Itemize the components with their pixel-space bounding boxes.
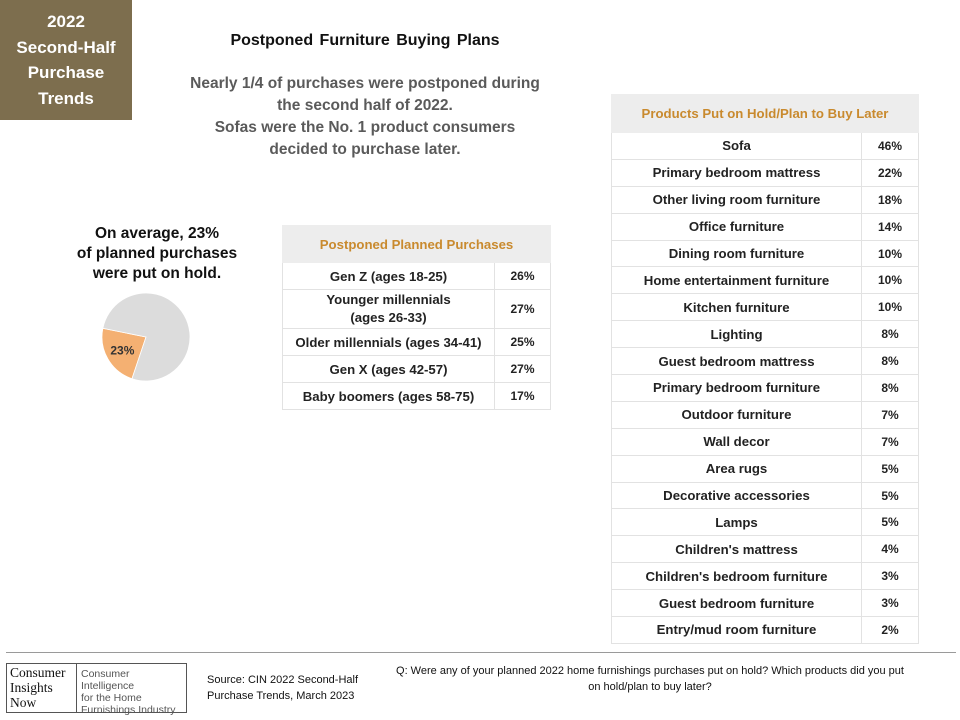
subtitle-line: Nearly 1/4 of purchases were postponed during <box>190 75 540 92</box>
subtitle <box>160 73 570 161</box>
table-row <box>612 375 919 402</box>
row-value: 25% <box>495 329 551 356</box>
row-label: Children's mattress <box>612 536 862 563</box>
table-row <box>612 482 919 509</box>
postponed-purchases-table <box>282 225 551 410</box>
row-value: 46% <box>862 133 919 160</box>
table-row <box>283 356 551 383</box>
row-label: Primary bedroom mattress <box>612 159 862 186</box>
row-value: 5% <box>862 509 919 536</box>
table-row <box>283 263 551 290</box>
table-row <box>612 186 919 213</box>
row-label: Dining room furniture <box>612 240 862 267</box>
row-value: 18% <box>862 186 919 213</box>
row-value: 2% <box>862 617 919 644</box>
row-value: 8% <box>862 375 919 402</box>
table-title: Products Put on Hold/Plan to Buy Later <box>612 95 919 133</box>
row-label: Gen X (ages 42-57) <box>283 356 495 383</box>
row-label: Older millennials (ages 34-41) <box>283 329 495 356</box>
row-label: Decorative accessories <box>612 482 862 509</box>
table-title: Postponed Planned Purchases <box>283 226 551 263</box>
page-title: Postponed Furniture Buying Plans <box>230 32 500 49</box>
row-value: 3% <box>862 563 919 590</box>
footer-divider <box>6 652 956 653</box>
row-value: 8% <box>862 348 919 375</box>
row-value: 7% <box>862 401 919 428</box>
row-label: Sofa <box>612 133 862 160</box>
row-label-line: Younger millennials <box>326 292 451 307</box>
table-row <box>612 348 919 375</box>
products-on-hold-table <box>611 94 919 644</box>
row-label: Outdoor furniture <box>612 401 862 428</box>
logo-word: Insights <box>10 680 53 695</box>
row-label: Kitchen furniture <box>612 294 862 321</box>
average-note-line: of planned purchases <box>76 245 238 262</box>
badge-line: Second-Half <box>16 37 116 57</box>
row-label: Wall decor <box>612 428 862 455</box>
table-row <box>612 294 919 321</box>
table-row <box>612 321 919 348</box>
row-value: 17% <box>495 383 551 410</box>
logo-word: Consumer <box>10 665 66 680</box>
table-row <box>612 159 919 186</box>
table-row <box>612 455 919 482</box>
logo-tagline-line: for the Home <box>81 692 142 704</box>
row-label: Office furniture <box>612 213 862 240</box>
row-label: Entry/mud room furniture <box>612 617 862 644</box>
table-header-row <box>612 95 919 133</box>
corner-badge <box>0 0 132 120</box>
row-label: Home entertainment furniture <box>612 267 862 294</box>
table-row <box>612 563 919 590</box>
table-row <box>283 329 551 356</box>
table-row <box>612 240 919 267</box>
row-value: 7% <box>862 428 919 455</box>
table-row <box>612 617 919 644</box>
table-row <box>612 509 919 536</box>
source-line: Purchase Trends, March 2023 <box>207 690 355 702</box>
source-note <box>207 672 387 704</box>
row-value: 27% <box>495 356 551 383</box>
table-row <box>283 290 551 329</box>
row-label: Guest bedroom mattress <box>612 348 862 375</box>
table-row <box>612 213 919 240</box>
row-label: Gen Z (ages 18-25) <box>283 263 495 290</box>
table-row <box>612 401 919 428</box>
subtitle-line: decided to purchase later. <box>269 141 461 158</box>
badge-line: 2022 <box>47 12 85 31</box>
row-value: 10% <box>862 240 919 267</box>
row-value: 10% <box>862 294 919 321</box>
logo-word: Now <box>10 695 37 710</box>
average-note-line: On average, 23% <box>94 225 220 242</box>
table-row <box>612 428 919 455</box>
row-value: 5% <box>862 482 919 509</box>
table-row <box>612 267 919 294</box>
row-label: Children's bedroom furniture <box>612 563 862 590</box>
hold-pie-chart <box>96 287 196 387</box>
row-value: 14% <box>862 213 919 240</box>
subtitle-line: the second half of 2022. <box>277 97 453 114</box>
table-row <box>612 133 919 160</box>
table-header-row <box>283 226 551 263</box>
badge-line: Purchase <box>27 63 105 82</box>
row-value: 8% <box>862 321 919 348</box>
row-value: 4% <box>862 536 919 563</box>
row-label: Lamps <box>612 509 862 536</box>
table-row <box>612 536 919 563</box>
table-row <box>612 590 919 617</box>
survey-question: Q: Were any of your planned 2022 home furnishings purchases put on hold? Which products did you put on hold/plan to buy later? <box>396 665 904 693</box>
row-label: Other living room furniture <box>612 186 862 213</box>
badge-line: Trends <box>38 88 94 108</box>
row-label <box>283 290 495 329</box>
row-value: 5% <box>862 455 919 482</box>
row-label: Lighting <box>612 321 862 348</box>
logo-wordmark <box>7 664 77 712</box>
row-label-line: (ages 26-33) <box>350 310 427 325</box>
subtitle-line: Sofas were the No. 1 product consumers <box>214 119 516 136</box>
pie-slice-label: 23% <box>110 343 135 358</box>
company-logo <box>6 663 187 716</box>
row-value: 10% <box>862 267 919 294</box>
logo-tagline-line: Consumer Intelligence <box>81 668 135 692</box>
average-note <box>62 224 252 284</box>
logo-tagline-line: Furnishings Industry <box>81 704 176 716</box>
row-value: 3% <box>862 590 919 617</box>
row-label: Area rugs <box>612 455 862 482</box>
row-value: 27% <box>495 290 551 329</box>
row-value: 22% <box>862 159 919 186</box>
table-row <box>283 383 551 410</box>
row-value: 26% <box>495 263 551 290</box>
row-label: Primary bedroom furniture <box>612 375 862 402</box>
source-line: Source: CIN 2022 Second-Half <box>207 674 359 686</box>
row-label: Guest bedroom furniture <box>612 590 862 617</box>
average-note-line: were put on hold. <box>92 265 222 282</box>
row-label: Baby boomers (ages 58-75) <box>283 383 495 410</box>
logo-tagline <box>77 664 186 716</box>
